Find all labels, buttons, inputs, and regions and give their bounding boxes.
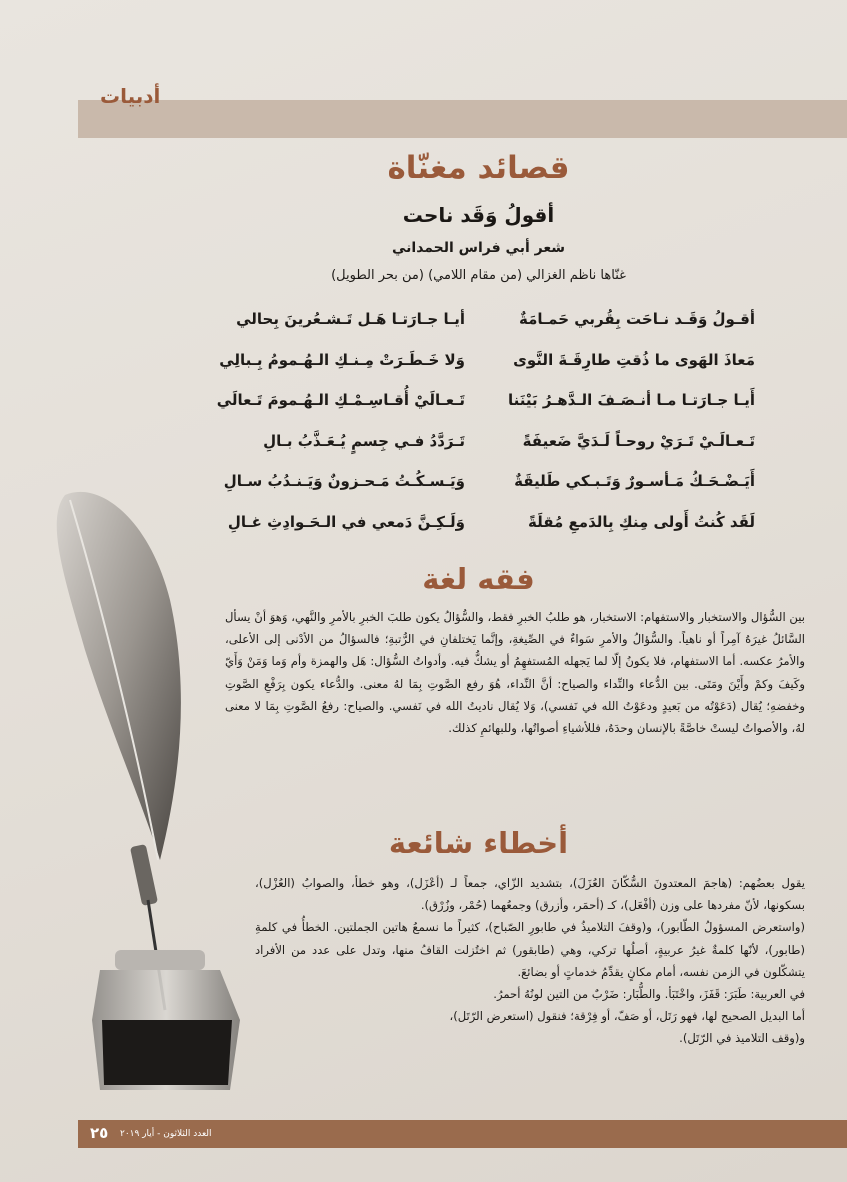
errors-body	[255, 872, 805, 1050]
page-number: ٢٥	[90, 1124, 109, 1142]
verse-second-hemistich: تَـرَدَّدُ فـي جِسمٍ يُـعَـذَّبُ بـالِ	[263, 431, 465, 450]
errors-section-title: أخطاء شائعة	[388, 826, 569, 860]
verse-row	[195, 472, 755, 513]
poem-title: أقولُ وَقَد ناحت	[402, 203, 555, 227]
errors-line: يقول بعضُهم: (هاجمَ المعتدونَ السُّكّانَ العُزَلَ)، بتشديد الزّاي، جمعاً لـ (أعْزَل)، وهو خطأ، والصوابُ (العُزْل)، بسكونها، لأنّ مفردها على وزن (أفْعَل)، كـ (أحمَر، وأزرق) وجمعُهما (حُمْر، وزُرْق).	[255, 876, 805, 913]
verse-second-hemistich: وَيَـسـكُـتُ مَـحـزونٌ وَيَـنـدُبُ سـالِ	[223, 472, 465, 490]
fiqh-text: بين السُّؤال والاستخبار والاستفهام: الاستخبار، هو طلبُ الخبرِ فقط، والسُّؤالُ يكون طلبَ الخبرِ بالأمرِ والنَّهي، وَهوَ أنْ يسأل السَّائلُ غيرَهُ آمِراً أو ناهياً. والسُّؤالُ والأمرِ سَواءٌ في الصِّيغةِ، وإنَّما يَختلفانِ في الرُّتبةِ؛ فالسؤالُ من الأدْنى إلى الأعلى، والأمرُ عكسه. أما الاستفهام، فلا يكونُ إلّا لما يَجهله المُستفهِمُ أو يشكُّ فيه. وأدواتُ السُّؤال: هَل والهمزة وأم وَما وَمَنْ وَأَيّ وكَيفَ وكمْ وأَيْنَ ومَتَى. بين الدُّعاء والنِّداء والصياح: أنَّ النِّداء، هُوَ رفع الصَّوتِ بِمَا لهُ معنى. والدُّعاء يكون بِرَفْعِ الصَّوتِ وخفضهِ؛ يُقال (دَعَوْتُه من بَعيدٍ ودعَوْتُ الله في نَفسي)، وَلا يُقال ناديتُ الله في نَفسي. والصياح: رفعُ الصَّوتِ بِمَا لا معنى لهُ، والأصواتُ ليستْ خاصَّةً بالإنسان وحدَهُ، فللأشياءِ أصواتُها، وللبهائمِ كذلك.	[225, 610, 805, 736]
verse-first-hemistich: مَعاذَ الهَوى ما ذُقتِ طارِقَـةَ النَّوى	[513, 350, 755, 369]
verse-first-hemistich: أقـولُ وَقَـد نـاحَت بِقُربي حَمـامَةٌ	[519, 310, 755, 328]
fiqh-paragraph	[225, 606, 805, 739]
verse-second-hemistich: أيـا جـارَتـا هَـل تَـشـعُرينَ بِحالي	[236, 310, 465, 328]
verse-first-hemistich: لَقَد كُنتُ أَولى مِنكِ بِالدَمعِ مُقلَةً	[528, 512, 755, 531]
verse-row	[195, 351, 755, 392]
verse-row	[195, 432, 755, 473]
header-band	[78, 100, 847, 138]
verse-first-hemistich: أَيـا جـارَتـا مـا أنـصَـفَ الـدَّهـرُ بَيْنَنا	[507, 391, 755, 409]
fiqh-section-title: فقه لغة	[422, 562, 535, 596]
poem-section-title: قصائد مغنّاة	[387, 150, 570, 186]
errors-line: (واستعرض المسؤولُ الطّابور)، و(وقفَ التلاميذُ في طابورِ الصّباح)، كثيراً ما نسمعُ هاتين الجملتين. الخطأُ في كلمةِ (طابور)، لأنّها كلمةٌ غيرُ عربيةٍ، أصلُها تركي، وهي (طابقور) ثم اختُزلت القافُ منها، وتدل على عدد من الأفراد يتشكّلون في الزمن نفسه، أمام مكانٍ يقدِّمُ خدماتٍ أو بضائعَ.	[255, 920, 805, 979]
verse-row	[195, 310, 755, 351]
section-label: أدبيات	[100, 84, 161, 108]
footer-issue-text: العدد الثلاثون - أيار ٢٠١٩	[120, 1129, 212, 1139]
verse-second-hemistich: وَلَـكِـنَّ دَمعي في الـحَـوادِثِ غـالِ	[227, 512, 465, 531]
verse-first-hemistich: أَيَـضْـحَـكُ مَـأسـورٌ وَتَـبـكي طَليقَةٌ	[514, 472, 755, 490]
singer-credit: غنّاها ناظم الغزالي (من مقام اللامي) (من بحر الطويل)	[331, 268, 626, 283]
verse-row	[195, 391, 755, 432]
verse-row	[195, 513, 755, 554]
errors-line: و(وقف التلاميذ في الرّتَل).	[679, 1031, 805, 1046]
verse-second-hemistich: وَلا خَـطَـرَتْ مِـنـكِ الـهُـمومُ بِـبالِي	[219, 350, 465, 369]
verse-second-hemistich: تَـعـالَيْ أُقـاسِـمْـكِ الـهُـمومَ تَـعالَي	[216, 391, 465, 409]
poem-verses	[195, 310, 755, 553]
poet-credit: شعر أبي فراس الحمداني	[391, 240, 566, 256]
errors-line: أما البديل الصحيح لها، فهو رَتَل، أو صَفّ، أو فِرْقة؛ فنقول (استعرض الرّتَل)،	[449, 1009, 805, 1024]
errors-line: في العربية: طَبَرَ: قَفَزَ، واخْتَبَأ. والطُّبَار: ضَرْبٌ من التين لونُهُ أحمرُ.	[493, 987, 805, 1002]
verse-first-hemistich: تَـعـالَـيْ تَـرَيْ روحـاً لَـدَيَّ ضَعيفَةً	[522, 431, 755, 450]
